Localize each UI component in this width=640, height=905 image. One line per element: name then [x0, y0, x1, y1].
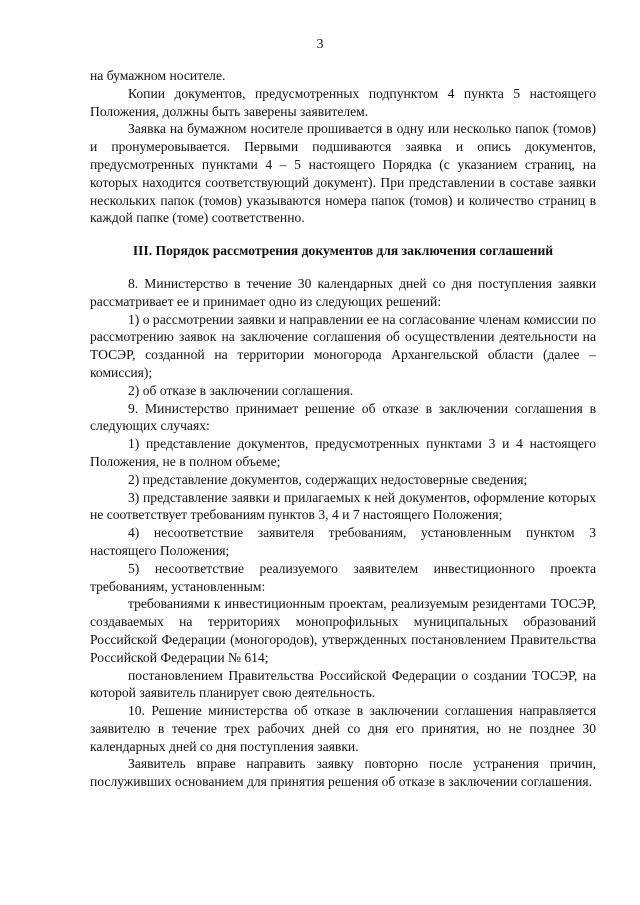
paragraph-item-9: 9. Министерство принимает решение об отказе в заключении соглашения в следующих случаях:	[90, 400, 596, 434]
paragraph-item-8-1: 1) о рассмотрении заявки и направлении ее на согласование членам комиссии по рассмотрению заявок на заключение соглашения об осуществлении деятельности на ТОСЭР, созданной на территории моногорода Архангельской области (далее – комиссия);	[90, 311, 596, 380]
paragraph-copies: Копии документов, предусмотренных подпунктом 4 пункта 5 настоящего Положения, должны быть заверены заявителем.	[90, 85, 596, 119]
paragraph-item-8: 8. Министерство в течение 30 календарных дней со дня поступления заявки рассматривает ее и принимает одно из следующих решений:	[90, 275, 596, 309]
paragraph-item-10: 10. Решение министерства об отказе в заключении соглашения направляется заявителю в течение трех рабочих дней со дня его принятия, но не позднее 30 календарных дней со дня поступления заявки.	[90, 703, 596, 754]
paragraph-binding: Заявка на бумажном носителе прошивается в одну или несколько папок (томов) и пронумеровывается. Первыми подшиваются заявка и опись документов, предусмотренных пунктами 4 – 5 настоящего Порядка (с указанием страниц, на которых находится соответствующий документ). При представлении в составе заявки нескольких папок (томов) указываются номера папок (томов) и количество страниц в каждой папке (томе) соответственно.	[90, 121, 596, 226]
paragraph-item-9-3: 3) представление заявки и прилагаемых к ней документов, оформление которых не соответствует требованиям пунктов 3, 4 и 7 настоящего Положения;	[90, 489, 596, 523]
paragraph-item-9-5: 5) несоответствие реализуемого заявителем инвестиционного проекта требованиям, установленным:	[90, 560, 596, 594]
paragraph-item-8-2: 2) об отказе в заключении соглашения.	[128, 382, 354, 398]
paragraph-requirements-decree: постановлением Правительства Российской Федерации о создании ТОСЭР, на которой заявитель планирует свою деятельность.	[90, 667, 596, 701]
paragraph-item-9-2: 2) представление документов, содержащих недостоверные сведения;	[128, 471, 528, 487]
paragraph-item-9-4: 4) несоответствие заявителя требованиям, установленным пунктом 3 настоящего Положения;	[90, 525, 596, 558]
section-heading: III. Порядок рассмотрения документов для заключения соглашений	[132, 243, 554, 259]
paragraph-resubmission: Заявитель вправе направить заявку повторно после устранения причин, послуживших основанием для принятия решения об отказе в заключении соглашения.	[90, 756, 596, 790]
document-body	[90, 67, 596, 791]
page-number: 3	[316, 37, 324, 52]
paragraph-item-9-1: 1) представление документов, предусмотренных пунктами 3 и 4 настоящего Положения, не в полном объеме;	[90, 436, 596, 469]
paragraph-requirements-projects: требованиями к инвестиционным проектам, реализуемым резидентами ТОСЭР, создаваемых на территориях монопрофильных муниципальных образований Российской Федерации (моногородов), утвержденных постановлением Правительства Российской Федерации № 614;	[90, 596, 596, 665]
paragraph-continuation: на бумажном носителе.	[90, 68, 226, 83]
